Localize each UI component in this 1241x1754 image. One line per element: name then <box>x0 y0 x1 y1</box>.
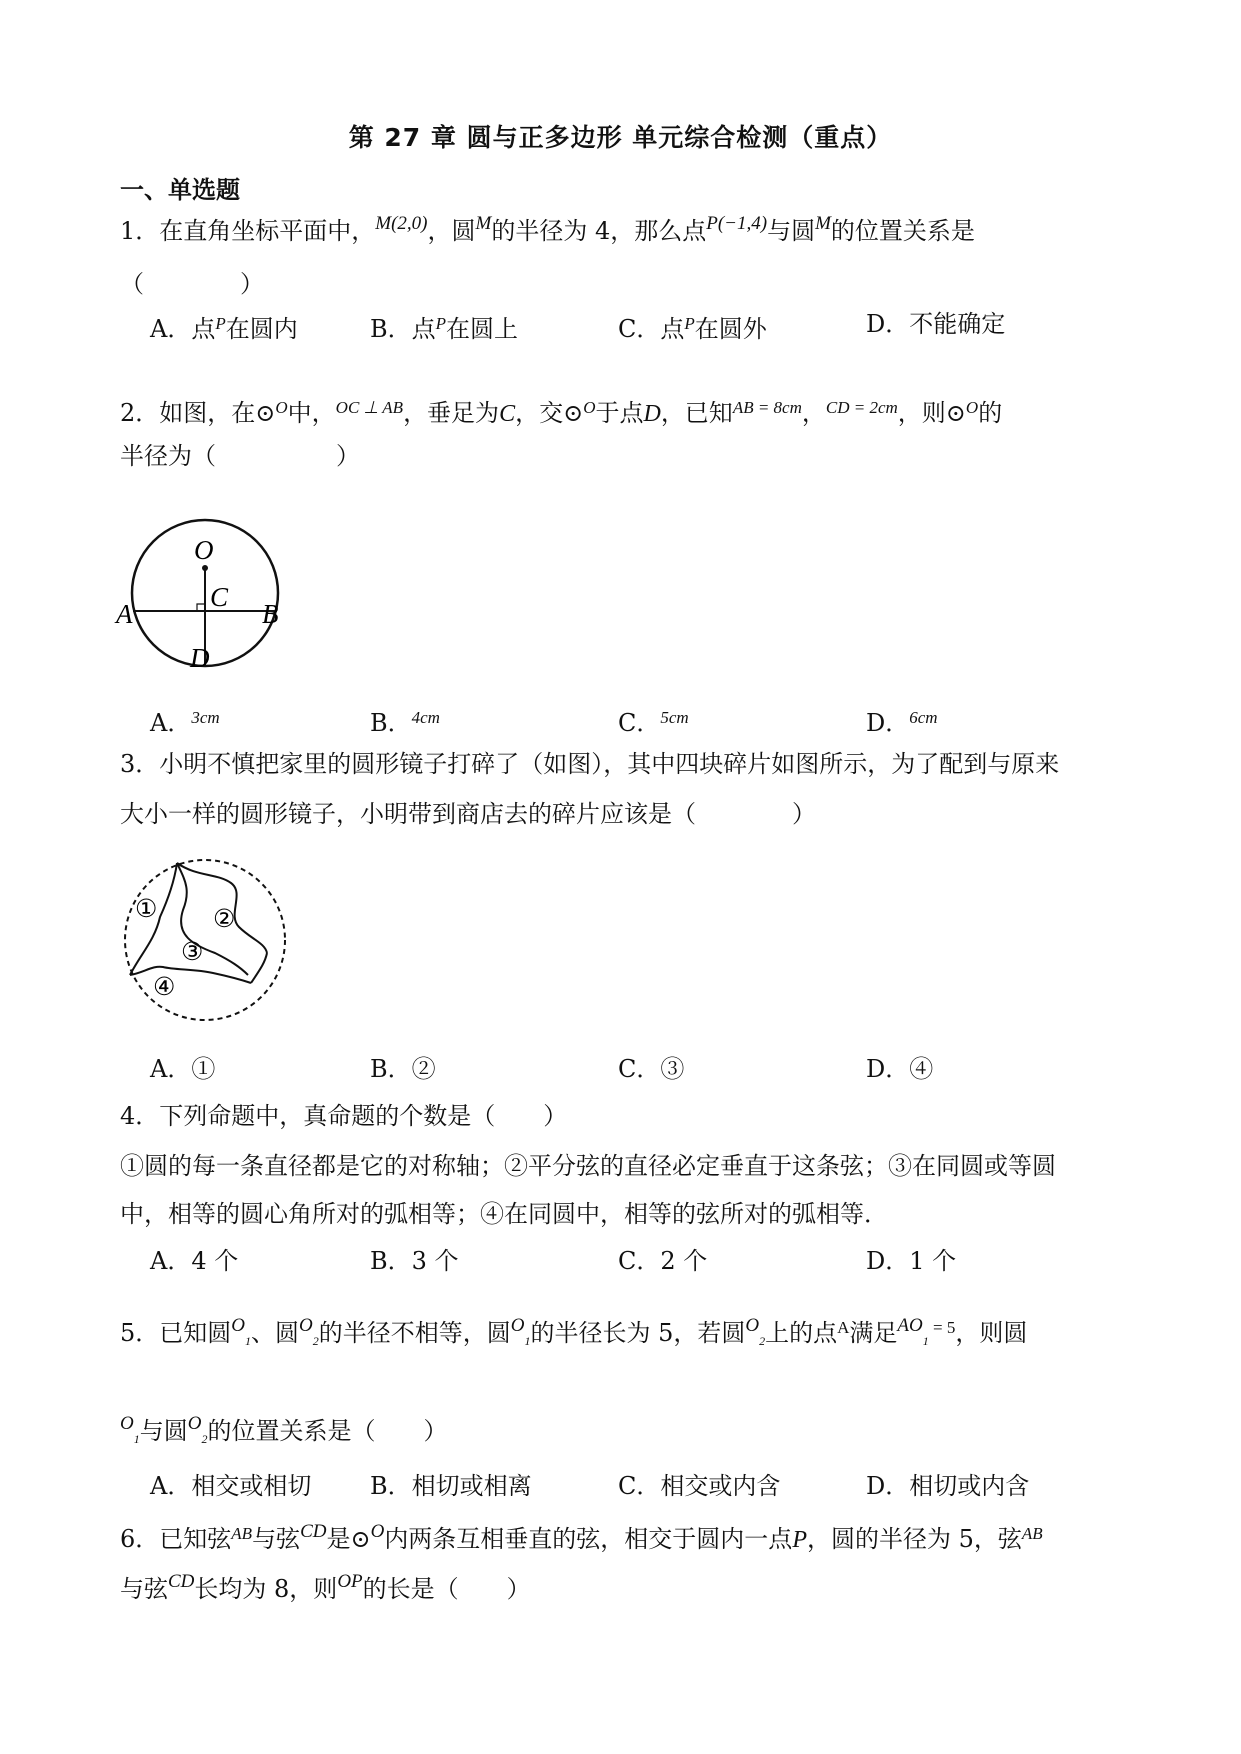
question-2: 2．如图，在⊙$^O$中，$^{OC \perp AB}$，垂足为C，交⊙$^O$于点D，已知$^{AB = 8cm}$，$^{CD = 2cm}$，则⊙$^O$的 <box>120 398 1003 427</box>
option-b: B．点$^P$在圆上 <box>370 314 519 343</box>
option-c: C．相交或内含 <box>618 1472 781 1500</box>
option-b: B．3 个 <box>370 1247 459 1275</box>
question-2-line-2: 半径为（ ） <box>120 442 360 470</box>
option-d: D．$^{6cm}$ <box>866 708 938 737</box>
option-b: B．② <box>370 1055 436 1083</box>
question-3-line-2: 大小一样的圆形镜子，小明带到商店去的碎片应该是（ ） <box>120 800 816 828</box>
option-a: A．点$^P$在圆内 <box>150 314 298 343</box>
question-4-line-2: ①圆的每一条直径都是它的对称轴；②平分弦的直径必定垂直于这条弦；③在同圆或等圆 <box>120 1152 1056 1180</box>
math-point-p: P(−1,4) <box>706 213 768 234</box>
option-d: D．相切或内含 <box>866 1472 1030 1500</box>
label-d: D <box>190 643 210 673</box>
option-c: C．点$^P$在圆外 <box>618 314 767 343</box>
option-d: D．不能确定 <box>866 310 1006 338</box>
shard-label-3: ③ <box>181 939 204 966</box>
option-d: D．④ <box>866 1055 934 1083</box>
option-a: A．4 个 <box>150 1247 239 1275</box>
shard-label-1: ① <box>135 896 158 923</box>
broken-mirror-figure <box>115 855 295 1025</box>
page-title: 第 27 章 圆与正多边形 单元综合检测（重点） <box>348 123 893 152</box>
question-6-line-2: 与弦$^{CD}$长均为 8，则$^{OP}$的长是（ ） <box>120 1571 531 1603</box>
option-b: B．$^{4cm}$ <box>370 708 440 737</box>
option-c: C．$^{5cm}$ <box>618 708 689 737</box>
question-4: 4．下列命题中，真命题的个数是（ ） <box>120 1102 568 1130</box>
question-5-line-2: $^O_1$与圆$^O_2$的位置关系是（ ） <box>120 1413 448 1446</box>
label-b: B <box>262 599 279 629</box>
question-6: 6．已知弦$^{AB}$与弦$^{CD}$是⊙$^O$内两条互相垂直的弦，相交于圆内一点P，圆的半径为 5，弦$^{AB}$ <box>120 1521 1043 1553</box>
label-o: O <box>194 535 214 565</box>
option-b: B．相切或相离 <box>370 1472 532 1500</box>
question-3: 3．小明不慎把家里的圆形镜子打碎了（如图），其中四块碎片如图所示，为了配到与原来 <box>120 750 1060 778</box>
circle-chord-figure <box>110 515 300 680</box>
question-4-line-3: 中，相等的圆心角所对的弧相等；④在同圆中，相等的弦所对的弧相等． <box>120 1200 888 1228</box>
question-5: 5．已知圆$^O_1$、圆$^O_2$的半径不相等，圆$^O_1$的半径长为 5，若圆$^O_2$上的点$^A$满足$^{AO}_1$ $^{= 5}$，则圆 <box>120 1315 1028 1348</box>
section-heading: 一、单选题 <box>120 176 240 204</box>
option-c: C．2 个 <box>618 1247 708 1275</box>
label-c: C <box>210 582 229 612</box>
shard-label-4: ④ <box>153 974 176 1001</box>
option-d: D．1 个 <box>866 1247 957 1275</box>
option-a: A．相交或相切 <box>150 1472 312 1500</box>
answer-paren: （ ） <box>120 270 264 298</box>
question-1: 1．在直角坐标平面中，$^{M(2,0)}$，圆$^M$的半径为 4，那么点$^{P(-1,4)}$与圆$^M$的位置关系是 <box>120 213 975 245</box>
option-a: A．① <box>150 1055 216 1083</box>
option-a: A．$^{3cm}$ <box>150 708 220 737</box>
shard-label-2: ② <box>213 906 236 933</box>
label-a: A <box>116 599 133 629</box>
math-point-m: M(2,0) <box>375 213 428 234</box>
option-c: C．③ <box>618 1055 685 1083</box>
